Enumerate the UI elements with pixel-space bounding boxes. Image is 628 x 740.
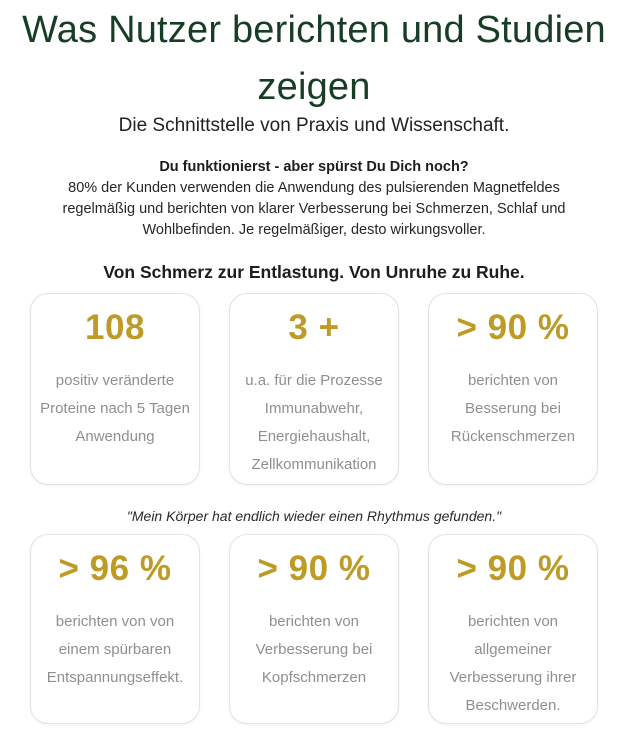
stat-description: positiv veränderte Proteine nach 5 Tagen Anwendung	[40, 372, 190, 445]
stat-value: > 90 %	[257, 549, 371, 588]
stat-value: 3 +	[288, 308, 340, 347]
testimonial-quote: "Mein Körper hat endlich wieder einen Rhythmus gefunden."	[126, 508, 502, 524]
stat-value: > 90 %	[456, 549, 570, 588]
page-title: Was Nutzer berichten und Studien zeigen	[22, 9, 606, 108]
stat-value: > 90 %	[456, 308, 570, 347]
intro-text: 80% der Kunden verwenden die Anwendung des pulsierenden Magnetfeldes regelmäßig und berichten von klarer Verbesserung bei Schmerzen, Schlaf und Wohlbefinden. Je regelmäßiger, desto wirkungsvoller.	[62, 180, 566, 238]
stat-value: 108	[85, 308, 145, 347]
stat-description: berichten von allgemeiner Verbesserung ihrer Beschwerden.	[449, 613, 577, 714]
stat-card	[30, 534, 200, 724]
stat-description: berichten von Besserung bei Rückenschmerzen	[450, 372, 576, 445]
stat-card	[229, 534, 399, 724]
stat-card	[428, 534, 598, 724]
stat-card	[229, 293, 399, 485]
page-subtitle: Die Schnittstelle von Praxis und Wissenschaft.	[118, 115, 510, 136]
stat-card	[30, 293, 200, 485]
intro-question: Du funktionierst - aber spürst Du Dich noch?	[159, 159, 469, 175]
stat-description: berichten von von einem spürbaren Entspannungseffekt.	[46, 613, 184, 686]
section-title: Von Schmerz zur Entlastung. Von Unruhe zu Ruhe.	[103, 262, 525, 282]
stat-value: > 96 %	[58, 549, 172, 588]
stat-description: u.a. für die Prozesse Immunabwehr, Energiehaushalt, Zellkommunikation	[245, 372, 383, 473]
stat-card	[428, 293, 598, 485]
stat-description: berichten von Verbesserung bei Kopfschmerzen	[255, 613, 373, 686]
